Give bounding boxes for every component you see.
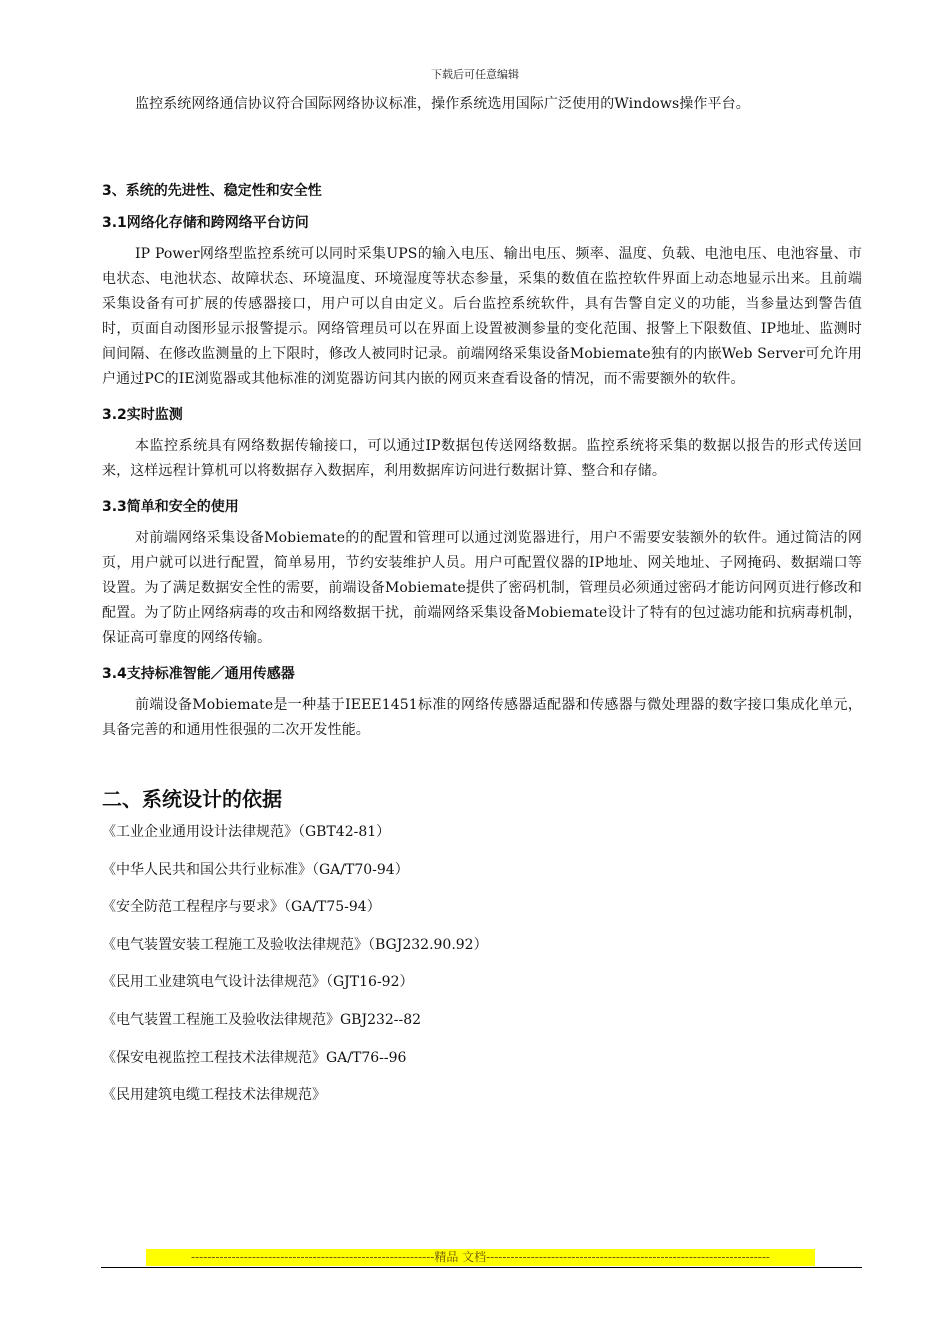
section-3-4-paragraph: 前端设备Mobiemate是一种基于IEEE1451标准的网络传感器适配器和传感器与微处理器的数字接口集成化单元，具备完善的和通用性很强的二次开发性能。 <box>102 697 862 738</box>
section-3-1-paragraph: IP Power网络型监控系统可以同时采集UPS的输入电压、输出电压、频率、温度、负载、电池电压、电池容量、市电状态、电池状态、故障状态、环境温度、环境湿度等状态参量，采集的数值在监控软件界面上动态地显示出来。且前端采集设备有可扩展的传感器接口，用户可以自由定义。后台监控系统软件，具有告警自定义的功能，当参量达到警告值时，页面自动图形显示报警提示。网络管理员可以在界面上设置被测参量的变化范围、报警上下限数值、IP地址、监测时间间隔、在修改监测量的上下限时，修改人被同时记录。前端网络采集设备Mobiemate独有的内嵌Web Server可允许用户通过PC的IE浏览器或其他标准的浏览器访问其内嵌的网页来查看设备的情况，而不需要额外的软件。 <box>102 246 862 387</box>
reference-item: 《民用建筑电缆工程技术法律规范》 <box>102 1087 326 1104</box>
reference-item: 《电气装置安装工程施工及验收法律规范》（BGJ232.90.92） <box>102 936 488 953</box>
section-3-heading: 3、系统的先进性、稳定性和安全性 <box>102 183 322 199</box>
reference-item: 《安全防范工程程序与要求》（GA/T75-94） <box>102 899 381 916</box>
document-body <box>102 92 862 1123</box>
reference-item: 《民用工业建筑电气设计法律规范》（GJT16-92） <box>102 974 414 991</box>
section-3-2-paragraph: 本监控系统具有网络数据传输接口，可以通过IP数据包传送网络数据。监控系统将采集的数据以报告的形式传送回来，这样远程计算机可以将数据存入数据库，利用数据库访问进行数据计算、整合和存储。 <box>102 438 862 479</box>
section-3-2-heading: 3.2实时监测 <box>102 407 183 423</box>
header-note: 下载后可任意编辑 <box>431 68 519 81</box>
reference-item: 《保安电视监控工程技术法律规范》GA/T76--96 <box>102 1049 407 1066</box>
footer-divider <box>101 1267 862 1268</box>
reference-item: 《电气装置工程施工及验收法律规范》GBJ232--82 <box>102 1011 422 1028</box>
section-3-3-paragraph: 对前端网络采集设备Mobiemate的的配置和管理可以通过浏览器进行，用户不需要安装额外的软件。通过简洁的网页，用户就可以进行配置，简单易用，节约安装维护人员。用户可配置仪器的IP地址、网关地址、子网掩码、数据端口等设置。为了满足数据安全性的需要，前端设备Mobiemate提供了密码机制，管理员必须通过密码才能访问网页进行修改和配置。为了防止网络病毒的攻击和网络数据干扰，前端网络采集设备Mobiemate设计了特有的包过滤功能和抗病毒机制，保证高可靠度的网络传输。 <box>102 530 862 646</box>
section-3-3-heading: 3.3简单和安全的使用 <box>102 499 239 515</box>
intro-paragraph: 监控系统网络通信协议符合国际网络协议标准，操作系统选用国际广泛使用的Windows操作平台。 <box>135 96 750 112</box>
part-2-heading: 二、系统设计的依据 <box>102 787 282 811</box>
footer-banner: ------------------------------------------------------------精品 文档---------------------------------------------------------------------- <box>146 1249 815 1266</box>
section-3-1-heading: 3.1网络化存储和跨网络平台访问 <box>102 215 309 231</box>
reference-item: 《中华人民共和国公共行业标准》（GA/T70-94） <box>102 861 409 878</box>
reference-list <box>102 822 862 1123</box>
section-3-4-heading: 3.4支持标准智能／通用传感器 <box>102 666 295 682</box>
reference-item: 《工业企业通用设计法律规范》（GBT42-81） <box>102 824 391 840</box>
